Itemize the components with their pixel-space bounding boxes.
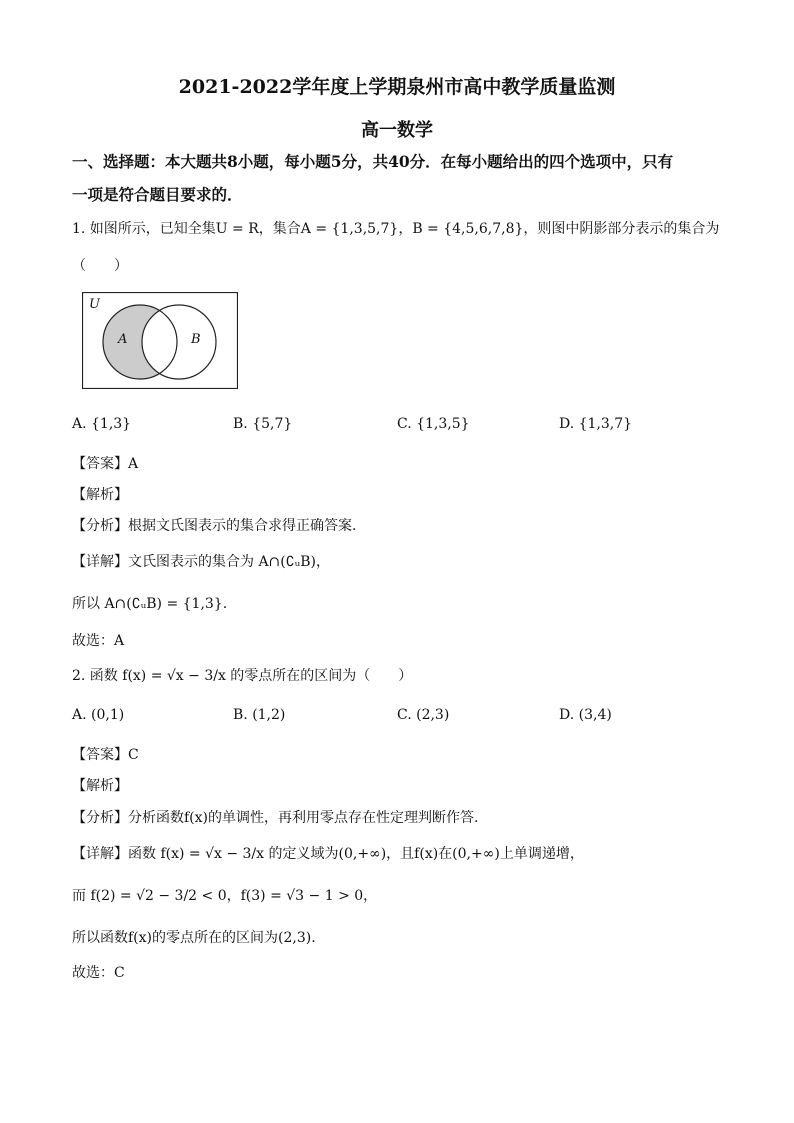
venn-label-u: U xyxy=(89,297,100,312)
venn-label-b: B xyxy=(191,332,201,347)
q1-stem: 1. 如图所示，已知全集U = R，集合A = {1,3,5,7}，B = {4,5,6,7,8}，则图中阴影部分表示的集合为 xyxy=(72,221,720,237)
venn-diagram xyxy=(82,292,238,389)
page-subtitle: 高一数学 xyxy=(361,120,433,141)
q1-option-a: A. {1,3} xyxy=(72,416,132,432)
section-heading-line2: 一项是符合题目要求的． xyxy=(72,185,243,204)
q1-detail-2: 所以 A∩(∁ᵤB) = {1,3}. xyxy=(72,596,228,612)
q1-answer: 【答案】A xyxy=(72,456,139,472)
q2-option-b: B. (1,2) xyxy=(233,707,286,723)
set-b-circle xyxy=(142,305,216,379)
q2-answer: 【答案】C xyxy=(72,747,139,763)
q2-option-a: A. (0,1) xyxy=(72,707,125,723)
q1-option-d: D. {1,3,7} xyxy=(559,416,633,432)
page-title: 2021-2022学年度上学期泉州市高中教学质量监测 xyxy=(178,76,616,98)
q2-option-c: C. (2,3) xyxy=(397,707,450,723)
q2-analysis-header: 【解析】 xyxy=(72,778,128,794)
q1-analysis-header: 【解析】 xyxy=(72,487,128,503)
q2-detail-3: 所以函数f(x)的零点所在的区间为(2,3). xyxy=(72,930,316,946)
q2-analysis: 【分析】分析函数f(x)的单调性，再利用零点存在性定理判断作答. xyxy=(72,810,479,826)
q2-choice: 故选：C xyxy=(72,965,125,981)
q2-detail-2: 而 f(2) = √2 − 3/2 < 0，f(3) = √3 − 1 > 0， xyxy=(72,888,378,904)
q1-analysis: 【分析】根据文氏图表示的集合求得正确答案. xyxy=(72,518,357,534)
q2-detail-1: 【详解】函数 f(x) = √x − 3/x 的定义域为(0,+∞)，且f(x)在(0,+∞)上单调递增， xyxy=(72,846,584,862)
venn-svg xyxy=(82,292,238,389)
q1-choice: 故选：A xyxy=(72,633,125,649)
q1-detail-1: 【详解】文氏图表示的集合为 A∩(∁ᵤB)， xyxy=(72,554,330,570)
q1-paren: （ ） xyxy=(72,258,128,274)
q2-option-d: D. (3,4) xyxy=(559,707,612,723)
q1-option-b: B. {5,7} xyxy=(233,416,293,432)
q2-stem: 2. 函数 f(x) = √x − 3/x 的零点所在的区间为（ ） xyxy=(72,668,413,684)
q1-option-c: C. {1,3,5} xyxy=(397,416,470,432)
venn-label-a: A xyxy=(118,332,128,347)
section-heading-line1: 一、选择题：本大题共8小题，每小题5分，共40分．在每小题给出的四个选项中，只有 xyxy=(72,152,674,171)
